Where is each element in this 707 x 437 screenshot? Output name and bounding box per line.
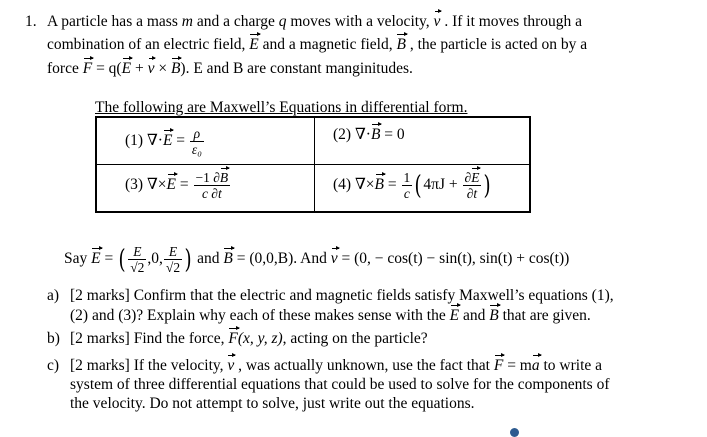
part-c-line-1: [2 marks] If the velocity, v , was actually unknown, use the fact that F = ma to write a [70, 357, 603, 374]
maxwell-caption: The following are Maxwell’s Equations in differential form. [95, 99, 468, 116]
intro-line-3: force F = q(E + v × B). E and B are constant manginitudes. [47, 60, 413, 77]
part-a-line-2: (2) and (3)? Explain why each of these makes sense with the E and B that are given. [70, 307, 591, 324]
efield-vector: E [249, 36, 259, 53]
part-a-line-1: [2 marks] Confirm that the electric and magnetic fields satisfy Maxwell’s equations (1), [70, 287, 614, 304]
equation-3: (3) ∇×E = $\frac{-1 \partial B}{c \partial t}$ [125, 170, 229, 201]
mass-symbol: m [181, 13, 193, 30]
table-divider-vertical [314, 118, 315, 211]
bfield-vector: B [396, 36, 406, 53]
velocity-vector: v [433, 13, 441, 30]
equation-4: (4) ∇×B = $\frac{1}{c}$ (4πJ + $\frac{\partial E}{\partial t}$ ) [333, 170, 492, 201]
say-line: Say E = ( $\frac{E}{√2}$ ,0, $\frac{E}{√2}$ ) and B = (0,0,B). And v = (0, − cos(t) − sin(t), sin(t) + cos(t)) [64, 244, 570, 275]
part-a-label: a) [47, 287, 60, 304]
force-vector: F [82, 60, 93, 77]
part-b-label: b) [47, 330, 60, 347]
intro-line-2: combination of an electric field, E and a magnetic field, B , the particle is acted on by a [47, 36, 588, 53]
intro-line-1: A particle has a mass m and a charge q moves with a velocity, v . If it moves through a [47, 13, 583, 30]
table-divider-horizontal [97, 164, 529, 165]
part-c-label: c) [47, 357, 60, 374]
charge-symbol: q [278, 13, 287, 30]
part-b-line-1: [2 marks] Find the force, F(x, y, z), acting on the particle? [70, 330, 428, 347]
maxwell-equations-table [95, 116, 531, 213]
part-c-line-2: system of three differential equations that could be used to solve for the components of [70, 376, 610, 393]
problem-number: 1. [25, 13, 37, 30]
part-c-line-3: the velocity. Do not attempt to solve, just write out the equations. [70, 395, 475, 412]
equation-2: (2) ∇·B = 0 [333, 126, 405, 143]
equation-1: (1) ∇·E = $\frac{\rho}{\text{ε₀}}$ [125, 126, 202, 157]
